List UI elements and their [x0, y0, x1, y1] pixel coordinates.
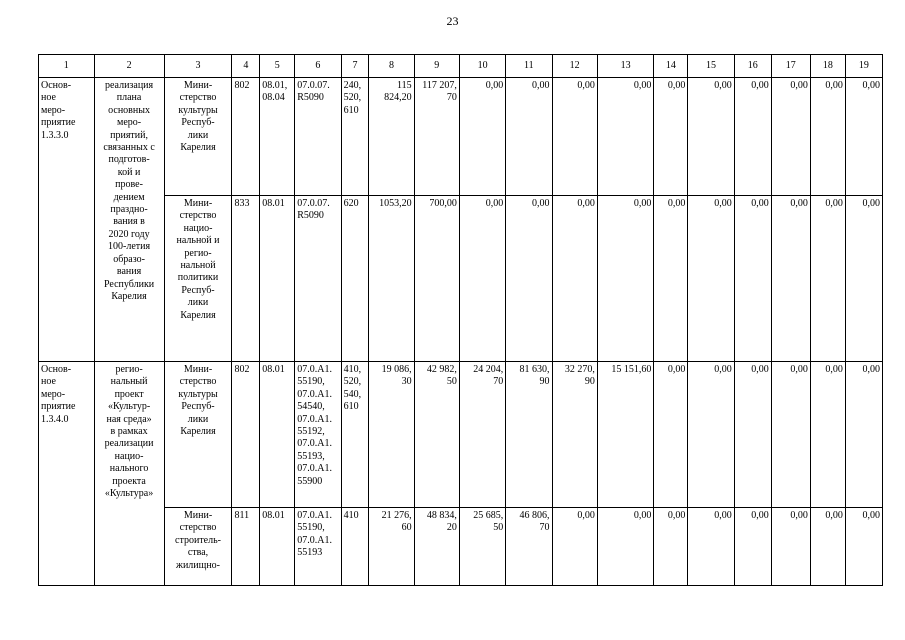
cell-line: культуры	[178, 388, 218, 400]
cell-line: 30	[401, 376, 412, 388]
cell-line: 240,	[343, 80, 362, 91]
cell-line: 610	[343, 104, 359, 116]
cell-line: Респуб-	[181, 117, 215, 129]
cell-line: 08.04	[262, 92, 285, 104]
cell-col-17: 0,00	[771, 362, 810, 508]
cell-line: регио-	[115, 364, 143, 375]
cell-line: образо-	[113, 253, 145, 265]
cell-line: 08.01	[262, 364, 285, 375]
cell-line: 19 086,	[381, 364, 412, 375]
cell-line: 46 806,	[519, 510, 550, 521]
column-header-15: 15	[688, 55, 734, 78]
cell-col-10: 0,00	[459, 196, 505, 362]
cell-line: меро-	[41, 104, 66, 116]
cell-col-15: 0,00	[688, 508, 734, 586]
cell-col-17: 0,00	[771, 508, 810, 586]
table-body	[39, 55, 883, 586]
cell-line: 55900	[297, 475, 323, 487]
cell-line: 115	[396, 80, 412, 91]
cell-line: 700,00	[429, 198, 457, 209]
column-header-5: 5	[260, 55, 295, 78]
cell-line: 824,20	[384, 92, 412, 104]
cell-line: ства,	[187, 547, 209, 559]
cell-col-18: 0,00	[810, 78, 845, 196]
cell-line: ное	[41, 92, 56, 104]
cell-col-5	[260, 196, 295, 362]
cell-col-15: 0,00	[688, 196, 734, 362]
cell-line: 81 630,	[519, 364, 550, 375]
cell-col-18: 0,00	[810, 508, 845, 586]
cell-line: 90	[584, 376, 595, 388]
cell-line: 25 685,	[473, 510, 504, 521]
cell-line: 50	[446, 376, 457, 388]
cell-line: 2020 году	[108, 228, 150, 240]
cell-line: основных	[108, 104, 150, 116]
cell-line: 54540,	[297, 401, 325, 413]
cell-col-12: 0,00	[552, 508, 597, 586]
cell-line: жилищно-	[176, 559, 221, 571]
cell-line: 1053,20	[379, 198, 412, 209]
executor-cell	[164, 78, 232, 196]
cell-col-9	[414, 362, 459, 508]
cell-line: 55190,	[297, 522, 325, 534]
cell-col-8	[369, 508, 414, 586]
cell-line: 07.0.07.	[297, 198, 330, 209]
column-header-17: 17	[771, 55, 810, 78]
column-header-18: 18	[810, 55, 845, 78]
cell-line: 100-летия	[108, 241, 151, 253]
cell-line: реализации	[104, 438, 154, 450]
cell-line: Респуб-	[181, 284, 215, 296]
cell-col-4: 802	[232, 78, 260, 196]
cell-line: 70	[539, 522, 550, 534]
cell-col-11: 0,00	[506, 78, 552, 196]
cell-col-17: 0,00	[771, 78, 810, 196]
cell-line: Мини-	[183, 198, 213, 209]
cell-line: 07.0.A1.	[297, 388, 332, 400]
cell-line: приятие	[41, 401, 76, 413]
column-header-8: 8	[369, 55, 414, 78]
cell-line: «Культура»	[104, 488, 154, 500]
cell-col-4: 811	[232, 508, 260, 586]
cell-line: лики	[187, 129, 209, 141]
cell-line: Основ-	[41, 364, 72, 375]
cell-line: стерство	[179, 522, 217, 534]
cell-line: реализация	[105, 80, 154, 91]
column-header-6: 6	[295, 55, 341, 78]
cell-line: 55193,	[297, 450, 325, 462]
table-row	[39, 508, 883, 586]
cell-col-7	[341, 196, 369, 362]
cell-col-13: 0,00	[597, 78, 654, 196]
budget-table	[38, 54, 883, 586]
column-header-14: 14	[654, 55, 688, 78]
cell-line: R5090	[297, 210, 324, 222]
column-header-3: 3	[164, 55, 232, 78]
cell-line: 70	[493, 376, 504, 388]
cell-col-5	[260, 78, 295, 196]
cell-col-16: 0,00	[734, 196, 771, 362]
cell-line: Карелия	[180, 309, 216, 321]
cell-col-13: 0,00	[597, 196, 654, 362]
cell-line: 55193	[297, 547, 323, 559]
table-row	[39, 196, 883, 362]
cell-line: 07.0.A1.	[297, 364, 332, 375]
cell-line: «Культур-	[107, 401, 151, 413]
cell-line: нального	[109, 463, 149, 475]
cell-col-6	[295, 362, 341, 508]
cell-line: нальной	[180, 260, 216, 272]
cell-line: 24 204,	[473, 364, 504, 375]
cell-line: 07.0.A1.	[297, 413, 332, 425]
cell-line: приятий,	[110, 129, 149, 141]
cell-col-16: 0,00	[734, 362, 771, 508]
cell-line: 07.0.A1.	[297, 438, 332, 450]
activity-name-cell	[39, 362, 95, 586]
column-header-19: 19	[845, 55, 882, 78]
cell-line: 50	[493, 522, 504, 534]
column-header-13: 13	[597, 55, 654, 78]
cell-line: 117 207,	[422, 80, 457, 91]
cell-line: 48 834,	[426, 510, 457, 521]
cell-col-10	[459, 508, 505, 586]
cell-line: нацио-	[183, 222, 213, 234]
cell-col-10: 0,00	[459, 78, 505, 196]
cell-col-4: 833	[232, 196, 260, 362]
column-header-16: 16	[734, 55, 771, 78]
cell-line: 42 982,	[426, 364, 457, 375]
cell-col-6	[295, 78, 341, 196]
cell-line: 90	[539, 376, 550, 388]
table-row	[39, 78, 883, 196]
cell-col-6	[295, 196, 341, 362]
cell-line: 08.01	[262, 510, 285, 521]
cell-col-6	[295, 508, 341, 586]
cell-line: строитель-	[175, 534, 222, 546]
cell-col-14: 0,00	[654, 78, 688, 196]
executor-cell	[164, 508, 232, 586]
cell-line: 32 270,	[564, 364, 595, 375]
cell-col-19: 0,00	[845, 78, 882, 196]
cell-col-19: 0,00	[845, 362, 882, 508]
cell-line: связанных с	[103, 142, 155, 154]
cell-col-17: 0,00	[771, 196, 810, 362]
cell-line: меро-	[41, 388, 66, 400]
cell-line: Мини-	[183, 364, 213, 375]
cell-col-12	[552, 362, 597, 508]
cell-col-16: 0,00	[734, 78, 771, 196]
cell-line: лики	[187, 413, 209, 425]
cell-line: кой и	[117, 166, 141, 178]
column-header-11: 11	[506, 55, 552, 78]
cell-line: праздно-	[110, 204, 148, 216]
cell-col-13: 0,00	[597, 508, 654, 586]
page-number: 23	[446, 14, 459, 28]
cell-col-8	[369, 196, 414, 362]
cell-line: приятие	[41, 117, 76, 129]
cell-line: вания в	[113, 216, 145, 228]
cell-line: 410,	[343, 364, 362, 375]
cell-col-13: 15 151,60	[597, 362, 654, 508]
cell-line: 410	[343, 510, 359, 521]
cell-line: вания	[116, 266, 142, 278]
executor-cell	[164, 196, 232, 362]
cell-line: дением	[113, 191, 145, 203]
cell-line: 07.0.07.	[297, 80, 330, 91]
cell-col-16: 0,00	[734, 508, 771, 586]
cell-line: 07.0.A1.	[297, 463, 332, 475]
cell-line: 610	[343, 401, 359, 413]
cell-line: нацио-	[114, 450, 144, 462]
cell-line: 60	[401, 522, 412, 534]
cell-col-19: 0,00	[845, 196, 882, 362]
cell-line: меро-	[117, 117, 142, 129]
column-header-1: 1	[39, 55, 95, 78]
cell-line: регио-	[184, 247, 212, 259]
cell-line: 1.3.3.0	[41, 129, 69, 141]
cell-col-14: 0,00	[654, 362, 688, 508]
column-header-2: 2	[94, 55, 164, 78]
cell-line: нальный	[110, 376, 148, 388]
cell-line: 21 276,	[381, 510, 412, 521]
cell-line: ная среда»	[106, 413, 152, 425]
executor-cell	[164, 362, 232, 508]
cell-col-10	[459, 362, 505, 508]
cell-col-9	[414, 78, 459, 196]
cell-col-14: 0,00	[654, 508, 688, 586]
column-header-4: 4	[232, 55, 260, 78]
cell-col-7	[341, 362, 369, 508]
activity-description-cell	[94, 78, 164, 362]
column-header-12: 12	[552, 55, 597, 78]
cell-line: 55192,	[297, 426, 325, 438]
column-header-7: 7	[341, 55, 369, 78]
cell-line: Основ-	[41, 80, 72, 91]
cell-col-18: 0,00	[810, 362, 845, 508]
cell-line: 70	[446, 92, 457, 104]
cell-col-8	[369, 78, 414, 196]
cell-col-18: 0,00	[810, 196, 845, 362]
cell-line: стерство	[179, 376, 217, 388]
cell-line: 520,	[343, 92, 362, 104]
table-row	[39, 362, 883, 508]
cell-line: Карелия	[111, 290, 147, 302]
cell-line: культуры	[178, 104, 218, 116]
cell-line: лики	[187, 297, 209, 309]
cell-col-7	[341, 78, 369, 196]
activity-name-cell	[39, 78, 95, 362]
column-header-9: 9	[414, 55, 459, 78]
cell-col-5	[260, 508, 295, 586]
cell-col-19: 0,00	[845, 508, 882, 586]
cell-line: Республики	[103, 278, 155, 290]
cell-line: проект	[114, 388, 144, 400]
cell-col-4: 802	[232, 362, 260, 508]
cell-col-12: 0,00	[552, 196, 597, 362]
cell-line: подготов-	[108, 154, 150, 166]
cell-line: плана	[116, 92, 142, 104]
cell-line: ное	[41, 376, 56, 388]
cell-line: стерство	[179, 210, 217, 222]
cell-col-9	[414, 508, 459, 586]
activity-description-cell	[94, 362, 164, 586]
cell-line: Респуб-	[181, 401, 215, 413]
cell-col-7	[341, 508, 369, 586]
cell-col-11	[506, 508, 552, 586]
cell-col-11	[506, 362, 552, 508]
cell-col-9	[414, 196, 459, 362]
cell-line: R5090	[297, 92, 324, 104]
cell-line: стерство	[179, 92, 217, 104]
cell-line: 1.3.4.0	[41, 413, 69, 425]
cell-line: в рамках	[110, 426, 148, 438]
cell-line: проекта	[112, 475, 146, 487]
cell-line: Мини-	[183, 510, 213, 521]
cell-line: 540,	[343, 388, 362, 400]
header-row	[39, 55, 883, 78]
column-header-10: 10	[459, 55, 505, 78]
cell-line: Карелия	[180, 142, 216, 154]
cell-line: 520,	[343, 376, 362, 388]
cell-col-15: 0,00	[688, 78, 734, 196]
cell-line: 20	[446, 522, 457, 534]
cell-line: 55190,	[297, 376, 325, 388]
cell-line: 08.01	[262, 198, 285, 209]
cell-col-14: 0,00	[654, 196, 688, 362]
cell-line: 07.0.A1.	[297, 534, 332, 546]
cell-line: политики	[177, 272, 219, 284]
cell-line: 08.01,	[262, 80, 288, 91]
cell-line: Карелия	[180, 426, 216, 438]
cell-col-11: 0,00	[506, 196, 552, 362]
cell-col-5	[260, 362, 295, 508]
cell-col-8	[369, 362, 414, 508]
cell-col-12: 0,00	[552, 78, 597, 196]
cell-col-15: 0,00	[688, 362, 734, 508]
cell-line: 07.0.A1.	[297, 510, 332, 521]
cell-line: 620	[343, 198, 359, 209]
cell-line: прове-	[115, 179, 143, 191]
cell-line: Мини-	[183, 80, 213, 91]
cell-line: нальной и	[176, 235, 220, 247]
